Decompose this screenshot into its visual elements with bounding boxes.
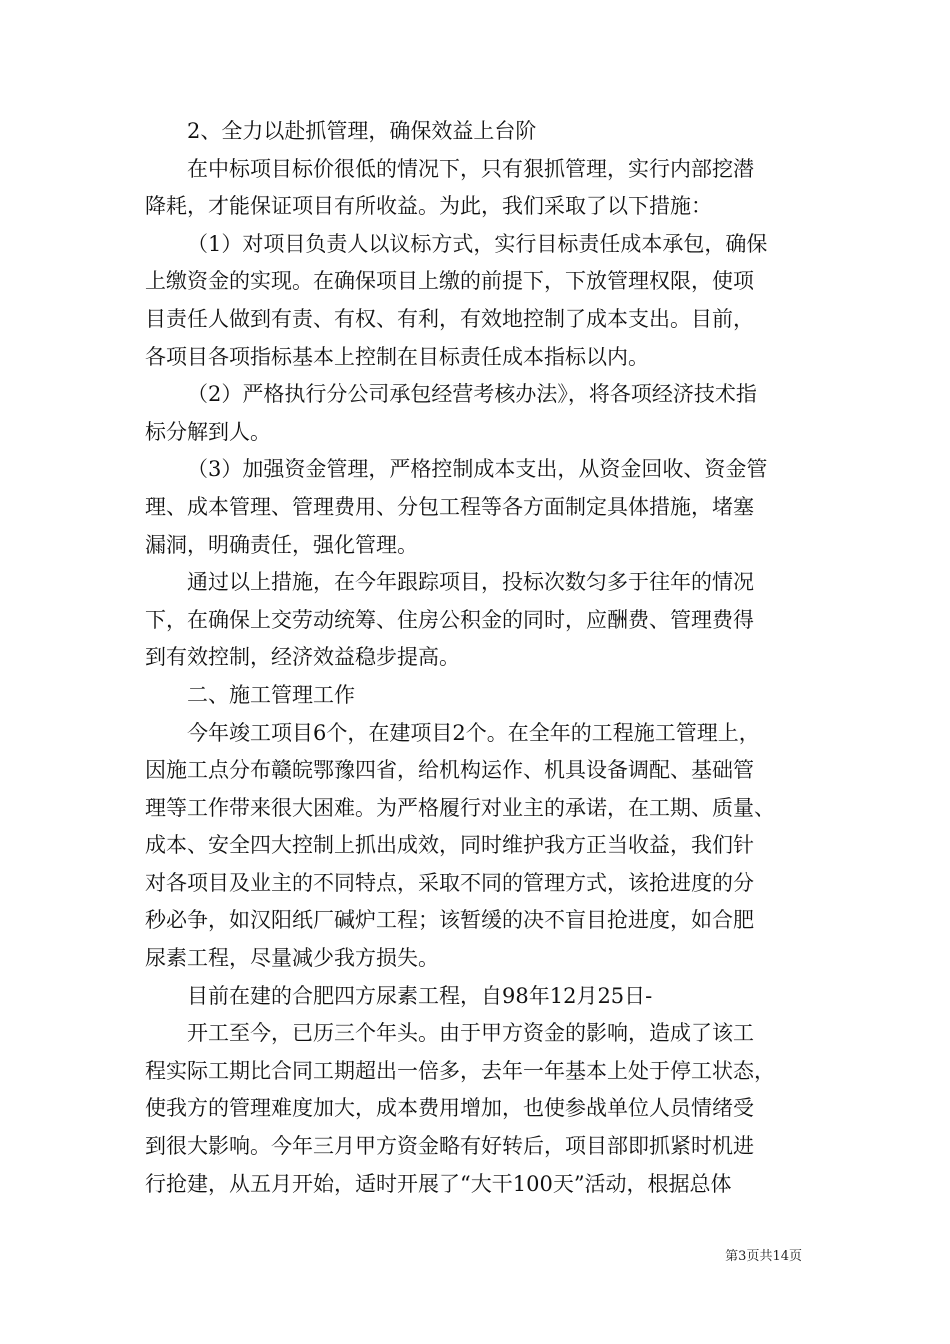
text-line: （1）对项目负责人以议标方式，实行目标责任成本承包，确保: [187, 231, 768, 256]
paragraph: [145, 451, 810, 564]
text-line: 程实际工期比合同工期超出一倍多，去年一年基本上处于停工状态，: [145, 1058, 775, 1083]
text-line: 下，在确保上交劳动统筹、住房公积金的同时，应酬费、管理费得: [145, 607, 754, 632]
text-line: 尿素工程，尽量减少我方损失。: [145, 946, 439, 971]
paragraph: [145, 715, 810, 978]
document-body: [145, 113, 810, 1203]
text-line: 理、成本管理、管理费用、分包工程等各方面制定具体措施，堵塞: [145, 494, 754, 519]
text-line: 二、施工管理工作: [187, 682, 355, 707]
text-line: 理等工作带来很大困难。为严格履行对业主的承诺，在工期、质量、: [145, 795, 775, 820]
paragraph: [145, 113, 810, 151]
paragraph: [145, 677, 810, 715]
text-line: 目前在建的合肥四方尿素工程，自98年12月25日-: [187, 983, 653, 1008]
paragraph: [145, 978, 810, 1016]
text-line: 成本、安全四大控制上抓出成效，同时维护我方正当收益，我们针: [145, 833, 754, 858]
text-line: 降耗，才能保证项目有所收益。为此，我们采取了以下措施：: [145, 194, 712, 219]
text-line: 上缴资金的实现。在确保项目上缴的前提下，下放管理权限，使项: [145, 269, 754, 294]
text-line: 在中标项目标价很低的情况下，只有狠抓管理，实行内部挖潜: [187, 156, 754, 181]
text-line: 行抢建，从五月开始，适时开展了“大干100天”活动，根据总体: [145, 1171, 732, 1196]
text-line: 2、全力以赴抓管理，确保效益上台阶: [187, 119, 537, 143]
paragraph: [145, 226, 810, 376]
text-line: 因施工点分布赣皖鄂豫四省，给机构运作、机具设备调配、基础管: [145, 758, 754, 783]
text-line: 今年竣工项目6个，在建项目2个。在全年的工程施工管理上，: [187, 720, 760, 745]
text-line: （3）加强资金管理，严格控制成本支出，从资金回收、资金管: [187, 457, 768, 482]
paragraph: [145, 151, 810, 226]
text-line: （2）严格执行分公司承包经营考核办法》，将各项经济技术指: [187, 382, 757, 407]
text-line: 标分解到人。: [145, 419, 271, 444]
text-line: 到很大影响。今年三月甲方资金略有好转后，项目部即抓紧时机进: [145, 1134, 754, 1159]
text-line: 开工至今，已历三个年头。由于甲方资金的影响，造成了该工: [187, 1021, 754, 1046]
text-line: 目责任人做到有责、有权、有利，有效地控制了成本支出。目前，: [145, 306, 754, 331]
text-line: 秒必争，如汉阳纸厂碱炉工程；该暂缓的决不盲目抢进度，如合肥: [145, 908, 754, 933]
text-line: 漏洞，明确责任，强化管理。: [145, 532, 418, 557]
paragraph: [145, 376, 810, 451]
text-line: 到有效控制，经济效益稳步提高。: [145, 645, 460, 670]
paragraph: [145, 1015, 810, 1203]
text-line: 对各项目及业主的不同特点，采取不同的管理方式，该抢进度的分: [145, 870, 754, 895]
text-line: 使我方的管理难度加大，成本费用增加，也使参战单位人员情绪受: [145, 1096, 754, 1121]
page-number: 第3页共14页: [725, 1249, 802, 1264]
paragraph: [145, 564, 810, 677]
text-line: 各项目各项指标基本上控制在目标责任成本指标以内。: [145, 344, 649, 369]
text-line: 通过以上措施，在今年跟踪项目，投标次数匀多于往年的情况: [187, 570, 754, 595]
